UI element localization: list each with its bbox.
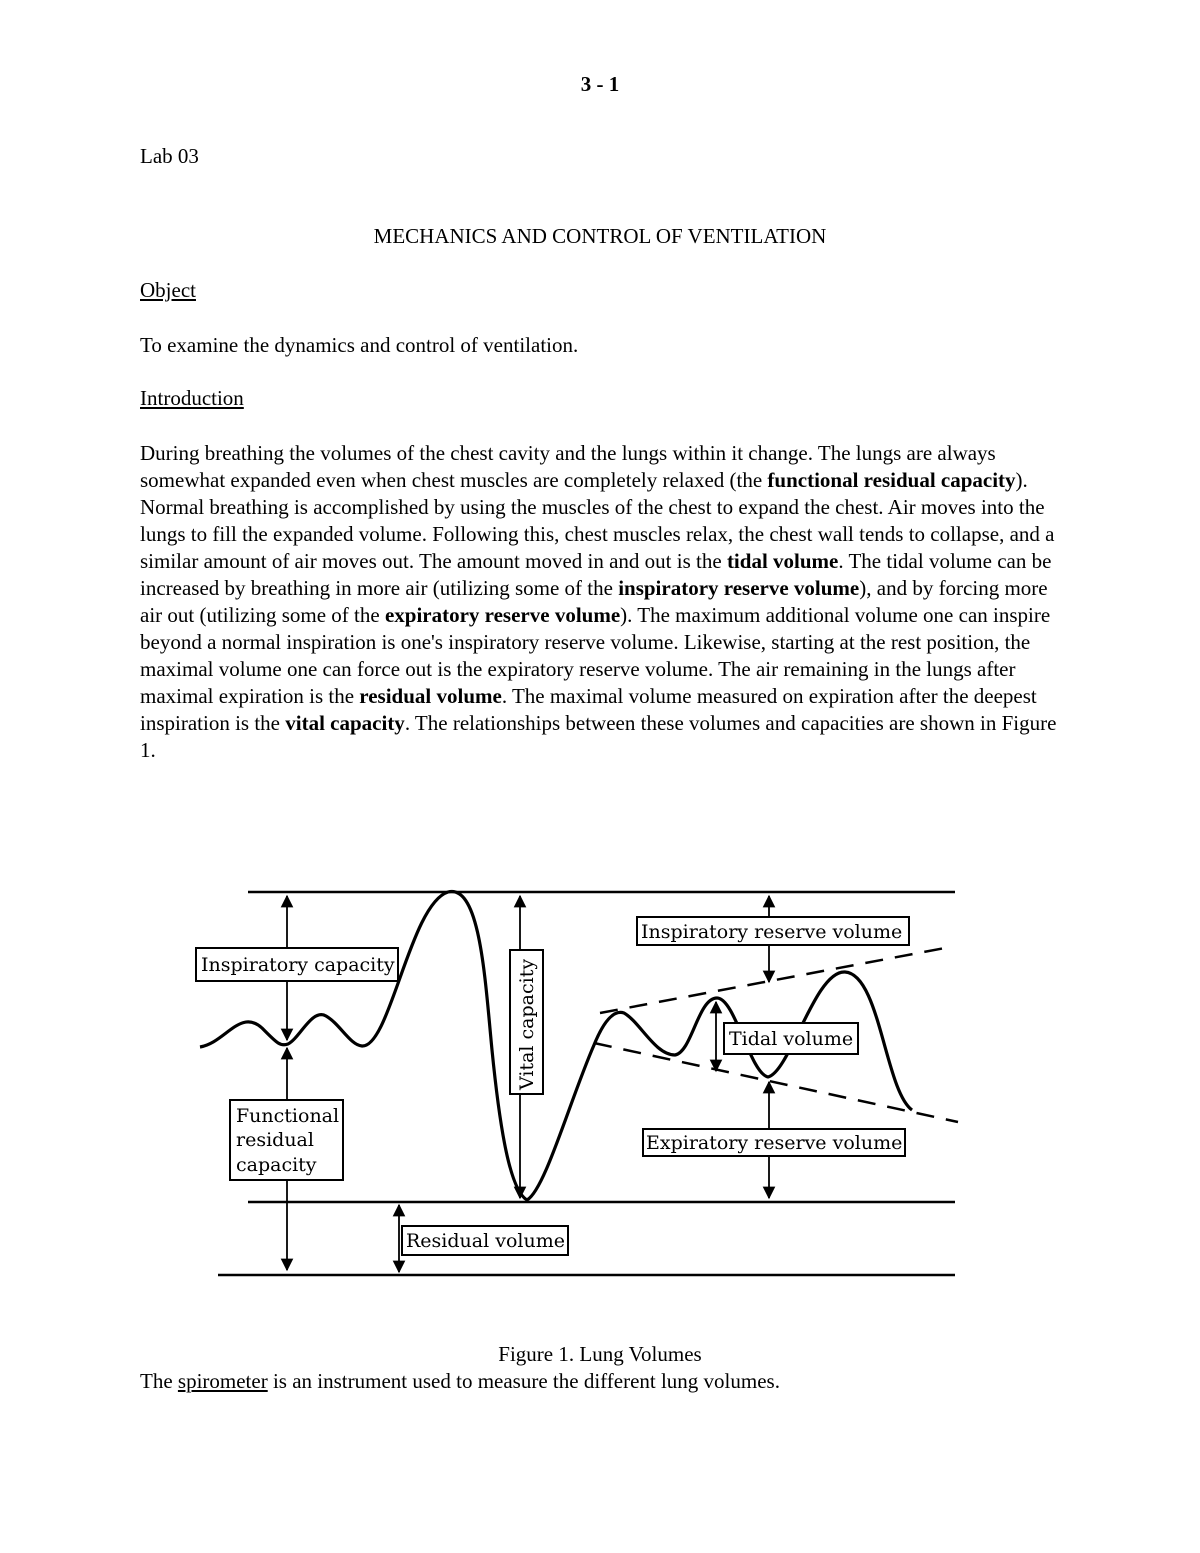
document-title: MECHANICS AND CONTROL OF VENTILATION xyxy=(373,224,827,248)
figure-caption: Figure 1. Lung Volumes xyxy=(498,1342,702,1366)
svg-text:Inspiratory reserve volume: Inspiratory reserve volume xyxy=(641,921,903,943)
upper-envelope-dashed xyxy=(600,948,945,1013)
expiratory-reserve-volume-label xyxy=(643,1129,905,1156)
svg-text:Tidal volume: Tidal volume xyxy=(729,1028,854,1050)
object-heading: Object xyxy=(140,278,196,302)
intro-text: . The relationships between these volumes and capacities are shown in Figure 1. xyxy=(140,711,1057,762)
lung-volumes-figure xyxy=(0,860,1200,1300)
svg-text:Inspiratory capacity: Inspiratory capacity xyxy=(201,954,395,976)
lab-label: Lab 03 xyxy=(140,144,199,168)
page-number: 3 - 1 xyxy=(580,72,620,96)
svg-text:Residual volume: Residual volume xyxy=(406,1230,565,1252)
term-tidal-volume: tidal volume xyxy=(726,549,839,573)
intro-text: ). Normal breathing is accomplished by using the muscles of the chest to expand the chest. Air moves into the lungs to fill the expanded volume. Following this, chest muscles relax, the chest wall tends to collapse, and a similar amount of air moves out. The amount moved in and out is the xyxy=(140,468,1055,573)
vital-capacity-label xyxy=(510,950,543,1094)
term-functional-residual-capacity: functional residual capacity xyxy=(767,468,1016,492)
closing-text-after: is an instrument used to measure the different lung volumes. xyxy=(267,1369,780,1393)
svg-text:capacity: capacity xyxy=(236,1154,317,1176)
svg-text:Expiratory reserve volume: Expiratory reserve volume xyxy=(646,1132,903,1154)
object-text: To examine the dynamics and control of ventilation. xyxy=(140,333,579,357)
introduction-paragraph xyxy=(140,440,1070,764)
intro-text: During breathing the volumes of the chest cavity and the lungs within it change. The lungs are always somewhat expanded even when chest muscles are completely relaxed (the xyxy=(140,441,996,492)
tidal-volume-label xyxy=(724,1023,858,1054)
term-residual-volume: residual volume xyxy=(359,684,502,708)
intro-text: ), and by forcing more air out (utilizing some of the xyxy=(140,576,1048,627)
introduction-heading: Introduction xyxy=(140,386,244,410)
inspiratory-reserve-volume-label xyxy=(637,917,909,945)
residual-volume-label xyxy=(402,1226,568,1255)
intro-text: ). The maximum additional volume one can inspire beyond a normal inspiration is one's inspiratory reserve volume. Likewise, starting at the rest position, the maximal volume one can force out is the expiratory reserve volume. The air remaining in the lungs after maximal expiration is the xyxy=(140,603,1051,708)
closing-sentence xyxy=(140,1369,780,1394)
svg-text:Functional: Functional xyxy=(236,1105,340,1127)
spirometer-term: spirometer xyxy=(177,1369,268,1393)
closing-text-before: The xyxy=(140,1369,178,1393)
intro-text: . The maximal volume measured on expiration after the deepest inspiration is the xyxy=(140,684,1037,735)
term-vital-capacity: vital capacity xyxy=(285,711,405,735)
term-inspiratory-reserve-volume: inspiratory reserve volume xyxy=(618,576,860,600)
svg-text:Vital capacity: Vital capacity xyxy=(516,958,538,1090)
term-expiratory-reserve-volume: expiratory reserve volume xyxy=(384,603,621,627)
inspiratory-capacity-label xyxy=(196,948,398,981)
functional-residual-capacity-label xyxy=(230,1100,343,1180)
intro-text: . The tidal volume can be increased by breathing in more air (utilizing some of the xyxy=(140,549,1052,600)
svg-text:residual: residual xyxy=(236,1129,314,1151)
